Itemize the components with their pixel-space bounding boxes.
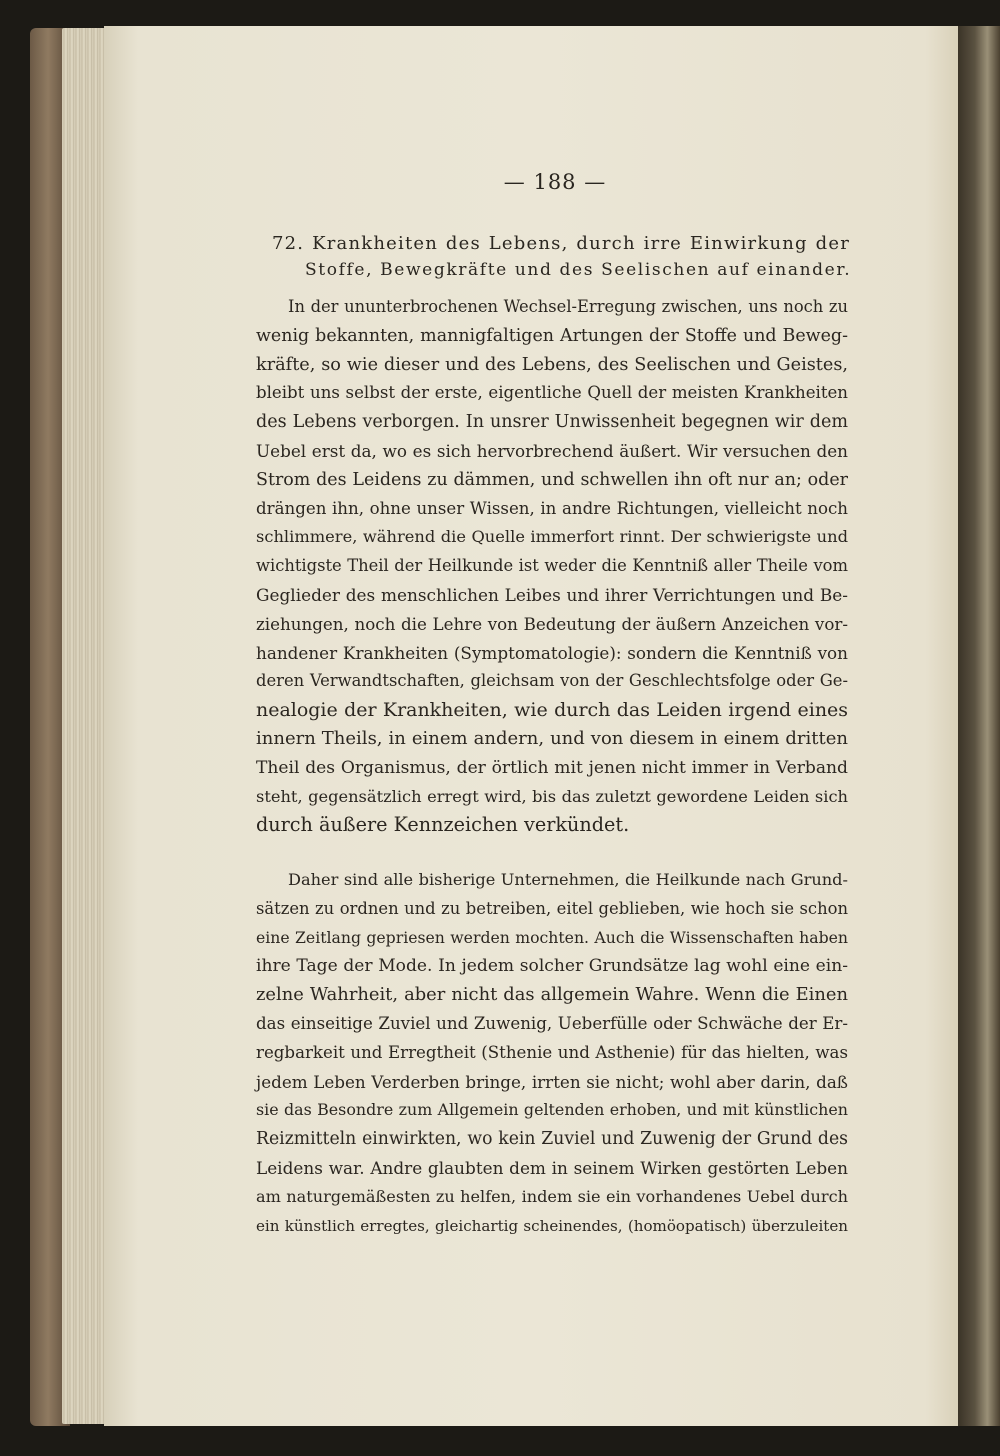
text-line: kräfte, so wie dieser und des Lebens, des Seelischen und Geistes, — [256, 354, 848, 375]
text-line: ziehungen, noch die Lehre von Bedeutung der äußern Anzeichen vor- — [256, 613, 848, 634]
section-heading — [272, 230, 850, 284]
text-line: Reizmitteln einwirkten, wo kein Zuviel und Zuwenig der Grund des — [256, 1129, 848, 1150]
text-line: sätzen zu ordnen und zu betreiben, eitel geblieben, wie hoch sie schon — [256, 898, 848, 918]
text-line: sie das Besondre zum Allgemein geltenden erhoben, und mit künstlichen — [256, 1100, 848, 1120]
text-line: Daher sind alle bisherige Unternehmen, die Heilkunde nach Grund- — [288, 870, 848, 889]
text-line: eine Zeitlang gepriesen werden mochten. Auch die Wissenschaften haben — [256, 927, 848, 947]
text-line: Uebel erst da, wo es sich hervorbrechend äußert. Wir versuchen den — [256, 440, 848, 461]
page-number: — 188 — — [503, 170, 607, 194]
text-line: handener Krankheiten (Symptomatologie): sondern die Kenntniß von — [256, 642, 848, 663]
heading-line: 72. Krankheiten des Lebens, durch irre Einwirkung der — [272, 233, 850, 254]
text-line: nealogie der Krankheiten, wie durch das Leiden irgend eines — [256, 699, 848, 722]
text-line: innern Theils, in einem andern, und von diesem in einem dritten — [256, 727, 848, 749]
text-line: durch äußere Kennzeichen verkündet. — [256, 813, 630, 837]
text-line: Leidens war. Andre glaubten dem in seinem Wirken gestörten Leben — [256, 1157, 848, 1178]
text-line: das einseitige Zuviel und Zuwenig, Ueberfülle oder Schwäche der Er- — [256, 1013, 848, 1033]
text-line: wichtigste Theil der Heilkunde ist weder die Kenntniß aller Theile vom — [256, 556, 848, 576]
text-line: zelne Wahrheit, aber nicht das allgemein Wahre. Wenn die Einen — [256, 984, 848, 1006]
text-line: In der ununterbrochenen Wechsel-Erregung zwischen, uns noch zu — [288, 297, 848, 316]
text-line: steht, gegensätzlich erregt wird, bis das zuletzt gewordene Leiden sich — [256, 786, 848, 806]
text-line: ihre Tage der Mode. In jedem solcher Grundsätze lag wohl eine ein- — [256, 956, 848, 977]
text-line: wenig bekannten, mannigfaltigen Artungen der Stoffe und Beweg- — [256, 325, 848, 346]
text-line: Geglieder des menschlichen Leibes und ihrer Verrichtungen und Be- — [256, 584, 848, 605]
facing-page-edge — [958, 26, 1000, 1426]
text-line: am naturgemäßesten zu helfen, indem sie ein vorhandenes Uebel durch — [256, 1186, 848, 1206]
text-line: ein künstlich erregtes, gleichartig scheinendes, (homöopatisch) überzuleiten — [256, 1216, 848, 1235]
text-line: Theil des Organismus, der örtlich mit jenen nicht immer in Verband — [256, 757, 848, 778]
text-line: jedem Leben Verderben bringe, irrten sie nicht; wohl aber darin, daß — [256, 1071, 848, 1092]
heading-line: Stoffe, Bewegkräfte und des Seelischen auf einander. — [305, 260, 852, 280]
text-line: bleibt uns selbst der erste, eigentliche Quell der meisten Krankheiten — [256, 383, 848, 403]
text-line: schlimmere, während die Quelle immerfort rinnt. Der schwierigste und — [256, 527, 848, 547]
paragraph-2 — [256, 866, 848, 1240]
text-line: des Lebens verborgen. In unsrer Unwissenheit begegnen wir dem — [256, 412, 848, 433]
paragraph-1 — [256, 293, 848, 840]
text-line: regbarkeit und Erregtheit (Sthenie und Asthenie) für das hielten, was — [256, 1042, 848, 1062]
text-line: drängen ihn, ohne unser Wissen, in andre Richtungen, vielleicht noch — [256, 498, 848, 518]
text-line: Strom des Leidens zu dämmen, und schwellen ihn oft nur an; oder — [256, 469, 848, 490]
text-line: deren Verwandtschaften, gleichsam von der Geschlechtsfolge oder Ge- — [256, 671, 848, 691]
